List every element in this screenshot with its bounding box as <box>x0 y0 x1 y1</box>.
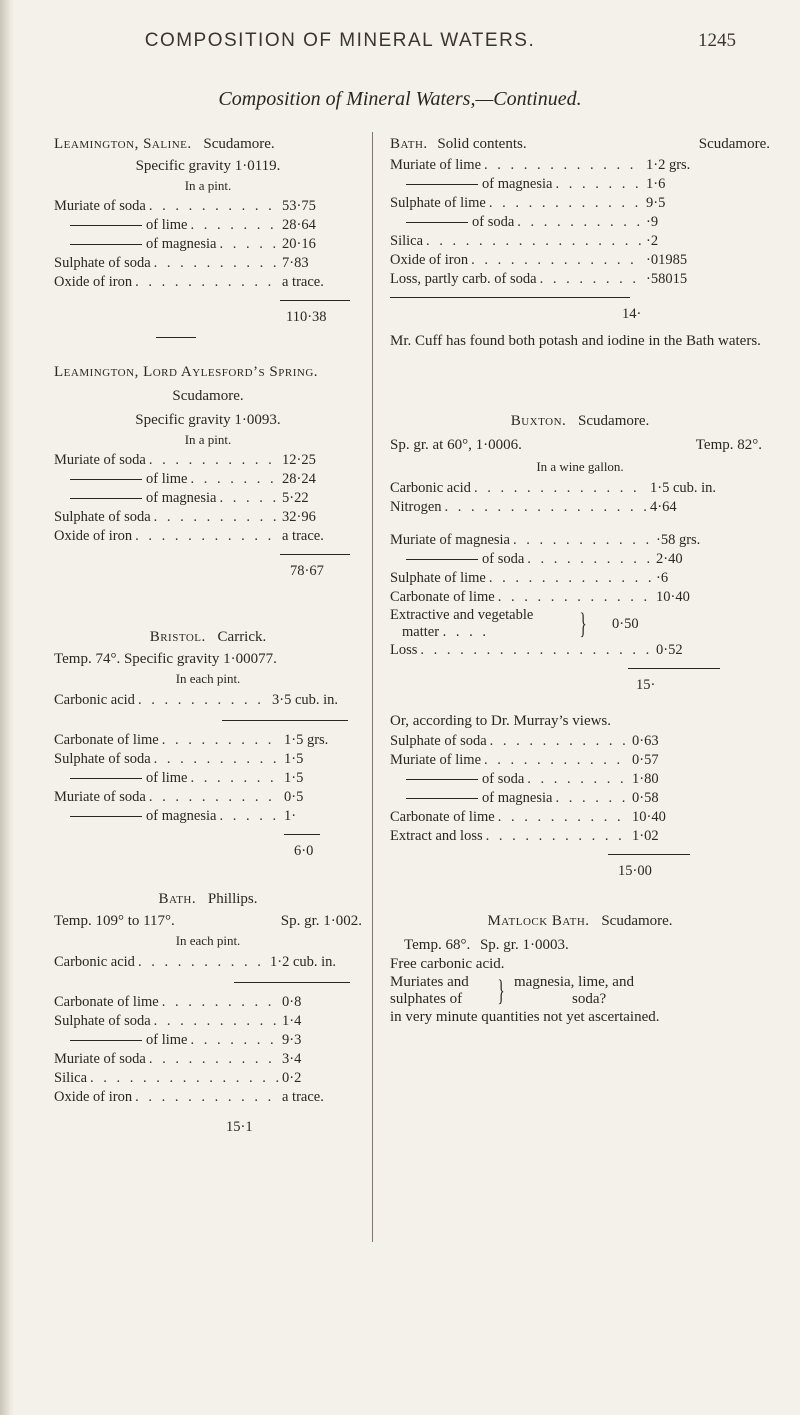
running-head-title: COMPOSITION OF MINERAL WATERS. <box>144 30 536 51</box>
composition-pair: Muriates and sulphates of } magnesia, lime, and soda? <box>390 974 634 1007</box>
total-value: 110·38 <box>286 309 327 325</box>
table-row: of soda . . . ·9 <box>390 213 770 232</box>
place-name: Bristol. <box>149 629 206 645</box>
section-title <box>54 134 362 154</box>
analysis-table <box>54 197 362 292</box>
table-row: of magnesia . . . 1· <box>54 807 362 826</box>
total-rule <box>284 834 320 835</box>
total-rule <box>280 300 350 301</box>
brace-icon: } <box>497 974 505 1007</box>
analysis-table <box>54 451 362 546</box>
bristol-section <box>54 627 362 861</box>
total-value: 14· <box>622 306 642 322</box>
unit-note: In a wine gallon. <box>536 459 624 474</box>
analyst-name: Scudamore. <box>172 388 244 404</box>
gas-row: Carbonic acid . . . 1·5 cub. in. <box>390 479 770 498</box>
total-rule <box>608 854 690 855</box>
table-row: Sulphate of lime . . . 9·5 <box>390 194 770 213</box>
table-row: Loss, partly carb. of soda . . . ·58015 <box>390 270 770 289</box>
gas-row: Carbonic acid . . . 1·2 cub. in. <box>54 953 362 972</box>
table-row: Muriate of soda . . . 53·75 <box>54 197 362 216</box>
column-divider <box>372 132 373 1242</box>
running-head <box>0 30 800 60</box>
brace-icon: } <box>579 607 587 640</box>
table-row: of soda . . . 2·40 <box>390 550 756 569</box>
table-row: Carbonate of lime . . . 10·40 <box>390 808 690 827</box>
place-name: Matlock Bath. <box>487 913 590 929</box>
table-row: Muriate of soda . . . 12·25 <box>54 451 362 470</box>
table-row: Muriate of lime . . . 0·57 <box>390 751 690 770</box>
unit-note: In a pint. <box>184 178 232 193</box>
page-heading: Composition of Mineral Waters,—Continued. <box>218 88 582 110</box>
table-row: Carbonate of lime . . . 10·40 <box>390 588 756 607</box>
table-row: of magnesia . . . 1·6 <box>390 175 770 194</box>
analysis-table <box>390 531 770 660</box>
place-name: Leamington, Saline. <box>54 136 192 152</box>
table-row: Oxide of iron . . . a trace. <box>54 527 362 546</box>
section-title <box>54 362 362 382</box>
unit-note: In a pint. <box>184 432 232 447</box>
table-row: Sulphate of soda . . . 7·83 <box>54 254 362 273</box>
total-rule <box>390 297 630 298</box>
table-row: of lime . . . 1·5 <box>54 769 362 788</box>
section-title <box>390 411 770 431</box>
section-title: Bath. Solid contents. Scudamore. <box>390 136 770 152</box>
table-row: Muriate of lime . . . 1·2 grs. <box>390 156 770 175</box>
table-row: of lime . . . 28·64 <box>54 216 362 235</box>
place-name: Bath. <box>390 136 428 152</box>
rule <box>234 982 350 983</box>
table-row: Silica . . . 0·2 <box>54 1069 362 1088</box>
total-rule <box>280 554 350 555</box>
place-name: Bath. <box>158 891 197 907</box>
section-title <box>54 627 362 647</box>
buxton-section <box>390 411 770 881</box>
table-row: Extract and loss . . . 1·02 <box>390 827 690 846</box>
table-row: Loss . . . 0·52 <box>390 641 756 660</box>
section-title <box>390 911 770 931</box>
table-row: of soda . . . 1·80 <box>390 770 690 789</box>
analyst-name: Scudamore. <box>578 413 650 429</box>
table-row: Sulphate of soda . . . 32·96 <box>54 508 362 527</box>
left-column <box>54 128 362 1137</box>
matlock-note: in very minute quantities not yet ascertained. <box>390 1009 660 1025</box>
gas-row: Nitrogen . . . 4·64 <box>390 498 770 517</box>
bath-note: Mr. Cuff has found both potash and iodine in the Bath waters. <box>390 333 761 349</box>
analyst-name: Phillips. <box>207 891 258 907</box>
right-column <box>390 128 770 1027</box>
total-value: 6·0 <box>294 843 314 859</box>
matlock-section <box>390 911 770 1027</box>
table-row: of lime . . . 28·24 <box>54 470 362 489</box>
analysis-table <box>54 731 362 826</box>
total-value: 15·00 <box>618 863 652 879</box>
place-name: Buxton. <box>510 413 567 429</box>
table-row: Sulphate of lime . . . ·6 <box>390 569 756 588</box>
table-row: Oxide of iron . . . a trace. <box>54 1088 362 1107</box>
analyst-name: Scudamore. <box>601 913 673 929</box>
table-row: Oxide of iron . . . ·01985 <box>390 251 770 270</box>
table-row: of magnesia . . . 20·16 <box>54 235 362 254</box>
gas-table <box>390 479 770 517</box>
total-value: 15· <box>636 677 656 693</box>
temperature-gravity: Temp. 68°. Sp. gr. 1·0003. <box>404 937 569 953</box>
table-row: of magnesia . . . 0·58 <box>390 789 690 808</box>
murray-intro: Or, according to Dr. Murray’s views. <box>390 713 612 729</box>
page-number: 1245 <box>698 30 736 51</box>
analysis-table <box>54 993 362 1107</box>
table-row: Sulphate of soda . . . 1·5 <box>54 750 362 769</box>
analyst-name: Carrick. <box>217 629 267 645</box>
bath-phillips-section <box>54 889 362 1137</box>
analysis-table <box>390 156 770 289</box>
page-binding-shadow <box>0 0 14 1415</box>
table-row: Oxide of iron . . . a trace. <box>54 273 362 292</box>
section-separator <box>156 337 196 338</box>
temperature-gravity: Temp. 74°. Specific gravity 1·00077. <box>54 651 277 667</box>
analyst-name: Scudamore. <box>698 136 770 152</box>
gravity-temperature: Sp. gr. at 60°, 1·0006. Temp. 82°. <box>390 437 762 453</box>
table-row: Sulphate of soda . . . 0·63 <box>390 732 690 751</box>
table-row: Muriate of soda . . . 0·5 <box>54 788 362 807</box>
unit-note: In each pint. <box>175 671 241 686</box>
table-row: Sulphate of soda . . . 1·4 <box>54 1012 362 1031</box>
table-row: Carbonate of lime . . . 0·8 <box>54 993 362 1012</box>
gas-row: Carbonic acid . . . 3·5 cub. in. <box>54 691 362 710</box>
total-rule <box>628 668 720 669</box>
bath-scudamore-section <box>390 134 770 351</box>
temperature-gravity: Temp. 109° to 117°. Sp. gr. 1·002. <box>54 913 362 929</box>
total-value: 78·67 <box>290 563 324 579</box>
leamington-saline-section <box>54 134 362 338</box>
murray-table <box>390 732 770 846</box>
free-gas: Free carbonic acid. <box>390 956 505 972</box>
table-row: Muriate of soda . . . 3·4 <box>54 1050 362 1069</box>
analyst-name: Scudamore. <box>203 136 275 152</box>
unit-note: In each pint. <box>175 933 241 948</box>
table-row: of magnesia . . . 5·22 <box>54 489 362 508</box>
total-value: 15·1 <box>226 1119 253 1135</box>
table-row: Extractive and vegetable matter . . . . } 0·50 <box>390 607 639 640</box>
table-row: Silica . . . ·2 <box>390 232 770 251</box>
rule <box>222 720 348 721</box>
section-title <box>54 889 362 909</box>
table-row: of lime . . . 9·3 <box>54 1031 362 1050</box>
table-row: Carbonate of lime . . . 1·5 grs. <box>54 731 362 750</box>
specific-gravity: Specific gravity 1·0093. <box>135 412 281 428</box>
leamington-aylesford-section <box>54 362 362 581</box>
specific-gravity: Specific gravity 1·0119. <box>135 158 281 174</box>
place-name: Leamington, Lord Aylesford’s Spring. <box>54 364 319 380</box>
table-row: Muriate of magnesia . . . ·58 grs. <box>390 531 756 550</box>
